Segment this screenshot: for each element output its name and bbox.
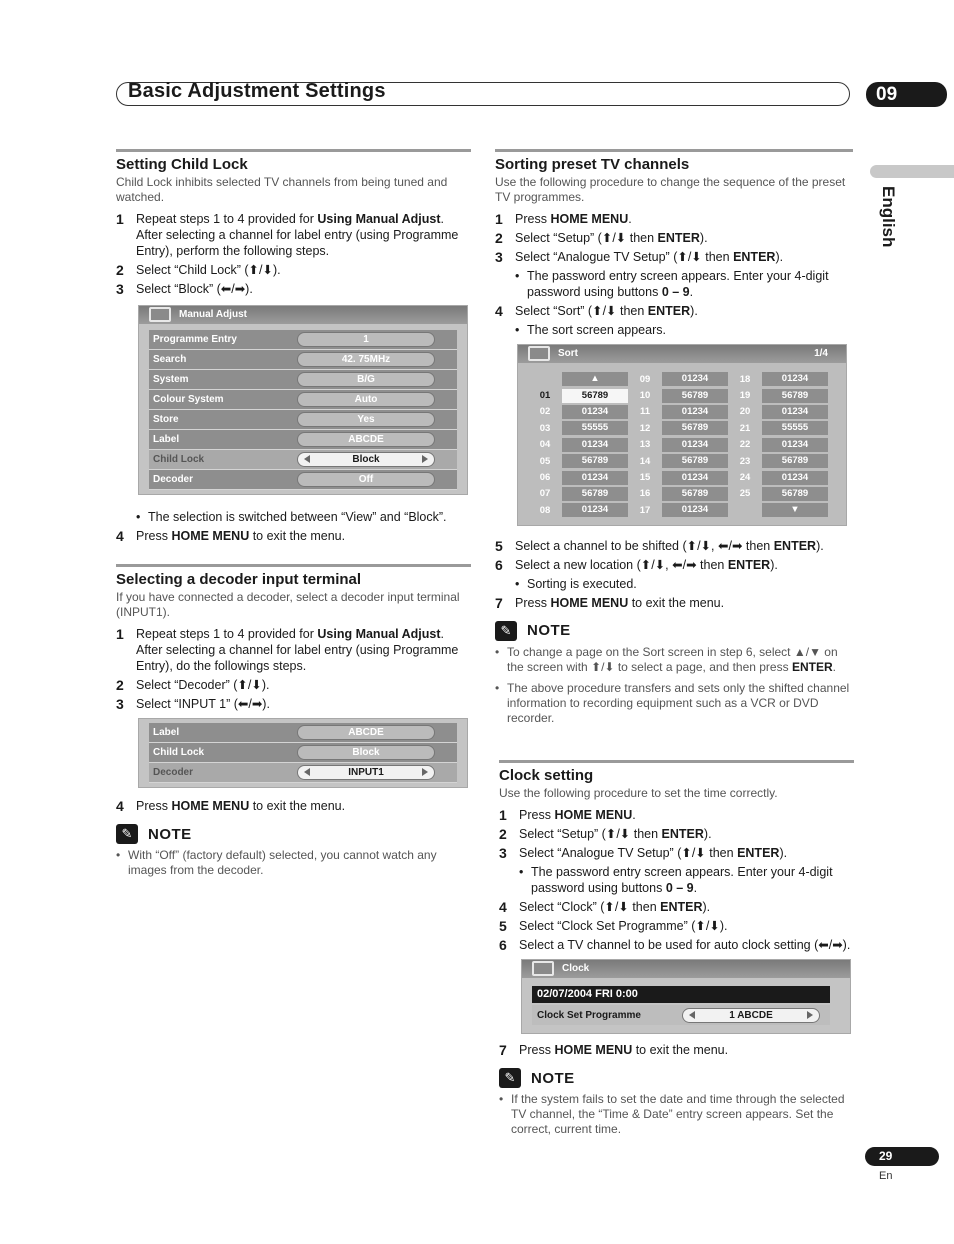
step-3: 3 Select “Analogue TV Setup” (⬆/⬇ then ENTER).	[499, 845, 788, 861]
sort-channel-cell[interactable]: 01234	[762, 372, 828, 386]
sort-index: 03	[539, 422, 551, 434]
sorting-title: Sorting preset TV channels	[495, 156, 690, 173]
step-1: 1 Press HOME MENU.	[499, 807, 636, 823]
page-title: Basic Adjustment Settings	[128, 80, 386, 102]
osd-row[interactable]: Store Yes	[149, 410, 457, 430]
page-lang-code: En	[879, 1170, 893, 1182]
step-2: 2 Select “Setup” (⬆/⬇ then ENTER).	[495, 230, 708, 246]
sort-channel-cell[interactable]: 56789	[762, 487, 828, 501]
sort-index: 18	[739, 373, 751, 385]
arrow-left-icon[interactable]	[689, 1011, 695, 1019]
left-column	[116, 149, 471, 884]
note-heading: ✎ NOTE	[116, 824, 471, 844]
sort-channel-cell[interactable]: 56789	[762, 454, 828, 468]
sort-channel-cell[interactable]: 56789	[562, 389, 628, 403]
step-6: 6 Select a TV channel to be used for auto clock setting (⬅/➡).	[499, 937, 851, 953]
step-2: 2 Select “Decoder” (⬆/⬇).	[116, 677, 270, 693]
tv-menu-icon	[528, 346, 550, 361]
step-4: 4 Press HOME MENU to exit the menu.	[116, 798, 346, 814]
sort-row	[528, 420, 834, 436]
sort-index: 22	[739, 439, 751, 451]
clock-title: Clock setting	[499, 767, 594, 784]
sort-channel-cell[interactable]: 56789	[562, 454, 628, 468]
sort-index: 13	[639, 439, 651, 451]
sort-index: 08	[539, 504, 551, 516]
sort-channel-cell[interactable]: 56789	[662, 487, 728, 501]
sort-row	[528, 371, 834, 387]
note-item: • The above procedure transfers and sets only the shifted channel information to recording equipment such as a VCR or DVD recorder.	[495, 680, 850, 725]
step-5: 5 Select a channel to be shifted (⬆/⬇, ⬅/➡ then ENTER).	[495, 537, 824, 554]
decoder-intro: If you have connected a decoder, select a decoder input terminal (INPUT1).	[116, 590, 460, 619]
sort-channel-cell[interactable]: 01234	[662, 503, 728, 517]
chapter-badge: 09	[866, 82, 947, 107]
sort-channel-cell[interactable]: 56789	[662, 421, 728, 435]
section-rule	[499, 760, 854, 763]
sort-row	[528, 502, 834, 518]
osd-row-selected[interactable]: Child Lock Block	[149, 450, 457, 470]
bullet: • The sort screen appears.	[515, 323, 666, 337]
osd-row[interactable]: System B/G	[149, 370, 457, 390]
sort-channel-cell[interactable]: 01234	[762, 471, 828, 485]
osd-title-bar: Clock	[522, 960, 850, 978]
sort-row	[528, 404, 834, 420]
sort-index: 19	[739, 390, 751, 402]
sort-channel-cell[interactable]: 55555	[562, 421, 628, 435]
sort-channel-cell[interactable]: 56789	[762, 389, 828, 403]
tv-menu-icon	[532, 961, 554, 976]
clock-osd	[521, 959, 851, 1034]
sort-index: 24	[739, 472, 751, 484]
sort-channel-cell[interactable]: 55555	[762, 421, 828, 435]
pencil-icon: ✎	[116, 824, 138, 844]
sort-index: 12	[639, 422, 651, 434]
osd-row[interactable]: Label ABCDE	[149, 723, 457, 743]
section-rule	[495, 149, 853, 152]
sort-channel-cell[interactable]: 56789	[562, 487, 628, 501]
page-down-icon[interactable]: ▼	[762, 503, 828, 517]
bullet: • The selection is switched between “View” and “Block”.	[136, 510, 447, 524]
sort-index: 21	[739, 422, 751, 434]
step-2: 2 Select “Child Lock” (⬆/⬇).	[116, 262, 281, 278]
step-4: 4 Select “Sort” (⬆/⬇ then ENTER).	[495, 303, 698, 319]
osd-row[interactable]: Programme Entry 1	[149, 330, 457, 350]
note-item: • If the system fails to set the date and time through the selected TV channel, the “Time & Date” entry screen appears. Set the correct, current time.	[499, 1092, 845, 1136]
sort-channel-cell[interactable]: 01234	[562, 503, 628, 517]
bullet: • Sorting is executed.	[515, 576, 637, 591]
child-lock-title: Setting Child Lock	[116, 156, 248, 173]
osd-row[interactable]: Colour System Auto	[149, 390, 457, 410]
step-4: 4 Select “Clock” (⬆/⬇ then ENTER).	[499, 899, 711, 915]
sort-index: 05	[539, 455, 551, 467]
sort-channel-cell[interactable]: 56789	[662, 454, 728, 468]
step-3: 3 Select “Block” (⬅/➡).	[116, 281, 253, 297]
sort-index: 10	[639, 390, 651, 402]
osd-row[interactable]: Label ABCDE	[149, 430, 457, 450]
clock-section	[499, 760, 854, 1143]
arrow-right-icon[interactable]	[807, 1011, 813, 1019]
language-tab	[870, 165, 954, 178]
sort-row	[528, 437, 834, 453]
bullet: • The password entry screen appears. Enter your 4-digit password using buttons 0 – 9.	[515, 269, 829, 299]
sort-grid	[518, 363, 846, 525]
arrow-left-icon[interactable]	[304, 455, 310, 463]
decoder-osd	[138, 718, 468, 788]
sort-row	[528, 486, 834, 502]
step-2: 2 Select “Setup” (⬆/⬇ then ENTER).	[499, 826, 712, 842]
sort-channel-cell[interactable]: 01234	[562, 438, 628, 452]
decoder-title: Selecting a decoder input terminal	[116, 571, 362, 588]
arrow-left-icon[interactable]	[304, 768, 310, 776]
note-heading: ✎ NOTE	[495, 621, 853, 641]
sort-index: 15	[639, 472, 651, 484]
sort-channel-cell[interactable]: 01234	[662, 372, 728, 386]
manual-adjust-osd	[138, 305, 468, 495]
step-7: 7 Press HOME MENU to exit the menu.	[499, 1042, 729, 1058]
sort-index: 23	[739, 455, 751, 467]
note-item: • To change a page on the Sort screen in step 6, select ▲/▼ on the screen with ⬆/⬇ to select a page, and then press ENTER.	[495, 644, 838, 674]
sort-channel-cell[interactable]: 01234	[562, 471, 628, 485]
pencil-icon: ✎	[499, 1068, 521, 1088]
sort-row	[528, 453, 834, 469]
clock-date-display: 02/07/2004 FRI 0:00	[532, 986, 830, 1003]
page-up-icon[interactable]: ▲	[562, 372, 628, 386]
sort-index: 14	[639, 455, 651, 467]
clock-intro: Use the following procedure to set the time correctly.	[499, 786, 778, 800]
step-4: 4 Press HOME MENU to exit the menu.	[116, 528, 346, 544]
sort-index: 20	[739, 406, 751, 418]
sort-index: 09	[639, 373, 651, 385]
sort-channel-cell[interactable]: 01234	[662, 438, 728, 452]
sort-channel-cell[interactable]: 01234	[762, 438, 828, 452]
child-lock-intro: Child Lock inhibits selected TV channels from being tuned and watched.	[116, 175, 448, 204]
arrow-right-icon[interactable]	[422, 455, 428, 463]
note-item: • With “Off” (factory default) selected, you cannot watch any images from the decoder.	[116, 848, 437, 877]
sort-channel-cell[interactable]: 01234	[562, 405, 628, 419]
osd-title-bar: Manual Adjust	[139, 306, 467, 324]
section-rule	[116, 564, 471, 567]
sort-osd	[517, 344, 847, 526]
arrow-right-icon[interactable]	[422, 768, 428, 776]
sort-row	[528, 469, 834, 485]
osd-title-bar: Sort 1/4	[518, 345, 846, 363]
sort-channel-cell[interactable]: 01234	[662, 405, 728, 419]
section-rule	[116, 149, 471, 152]
step-7: 7 Press HOME MENU to exit the menu.	[495, 594, 725, 611]
osd-row[interactable]: Decoder Off	[149, 470, 457, 490]
pencil-icon: ✎	[495, 621, 517, 641]
tv-menu-icon	[149, 307, 171, 322]
sort-index: 16	[639, 488, 651, 500]
step-1: 1 Press HOME MENU.	[495, 211, 632, 227]
step-1: 1 Repeat steps 1 to 4 provided for Using Manual Adjust. After selecting a channel for label entry (using Programme Entry), do the followings steps.	[116, 626, 459, 673]
sort-index: 02	[539, 406, 551, 418]
language-label: English	[879, 186, 898, 248]
note-heading: ✎ NOTE	[499, 1068, 854, 1088]
step-3: 3 Select “Analogue TV Setup” (⬆/⬇ then ENTER).	[495, 249, 784, 265]
osd-row-selected[interactable]: Decoder INPUT1	[149, 763, 457, 783]
sort-index: 17	[639, 504, 651, 516]
sort-row	[528, 387, 834, 403]
bullet: • The password entry screen appears. Enter your 4-digit password using buttons 0 – 9.	[519, 865, 833, 895]
sort-index: 07	[539, 488, 551, 500]
sort-index: 11	[639, 406, 651, 418]
osd-row-selected[interactable]: Clock Set Programme 1 ABCDE	[532, 1005, 830, 1025]
right-column	[495, 149, 853, 732]
step-6: 6 Select a new location (⬆/⬇, ⬅/➡ then ENTER).	[495, 556, 778, 573]
page-number: 29	[865, 1147, 939, 1166]
sort-channel-cell[interactable]: 01234	[762, 405, 828, 419]
sort-index: 06	[539, 472, 551, 484]
sorting-intro: Use the following procedure to change the sequence of the preset TV programmes.	[495, 175, 846, 204]
step-1: 1 Repeat steps 1 to 4 provided for Using Manual Adjust. After selecting a channel for label entry (using Programme Entry), perform the following steps.	[116, 211, 459, 258]
sort-index: 01	[539, 390, 551, 402]
step-5: 5 Select “Clock Set Programme” (⬆/⬇).	[499, 918, 728, 934]
sort-index: 25	[739, 488, 751, 500]
sort-index: 04	[539, 439, 551, 451]
step-3: 3 Select “INPUT 1” (⬅/➡).	[116, 696, 270, 712]
osd-row[interactable]: Child Lock Block	[149, 743, 457, 763]
sort-channel-cell[interactable]: 01234	[662, 471, 728, 485]
sort-channel-cell[interactable]: 56789	[662, 389, 728, 403]
osd-row[interactable]: Search 42. 75MHz	[149, 350, 457, 370]
